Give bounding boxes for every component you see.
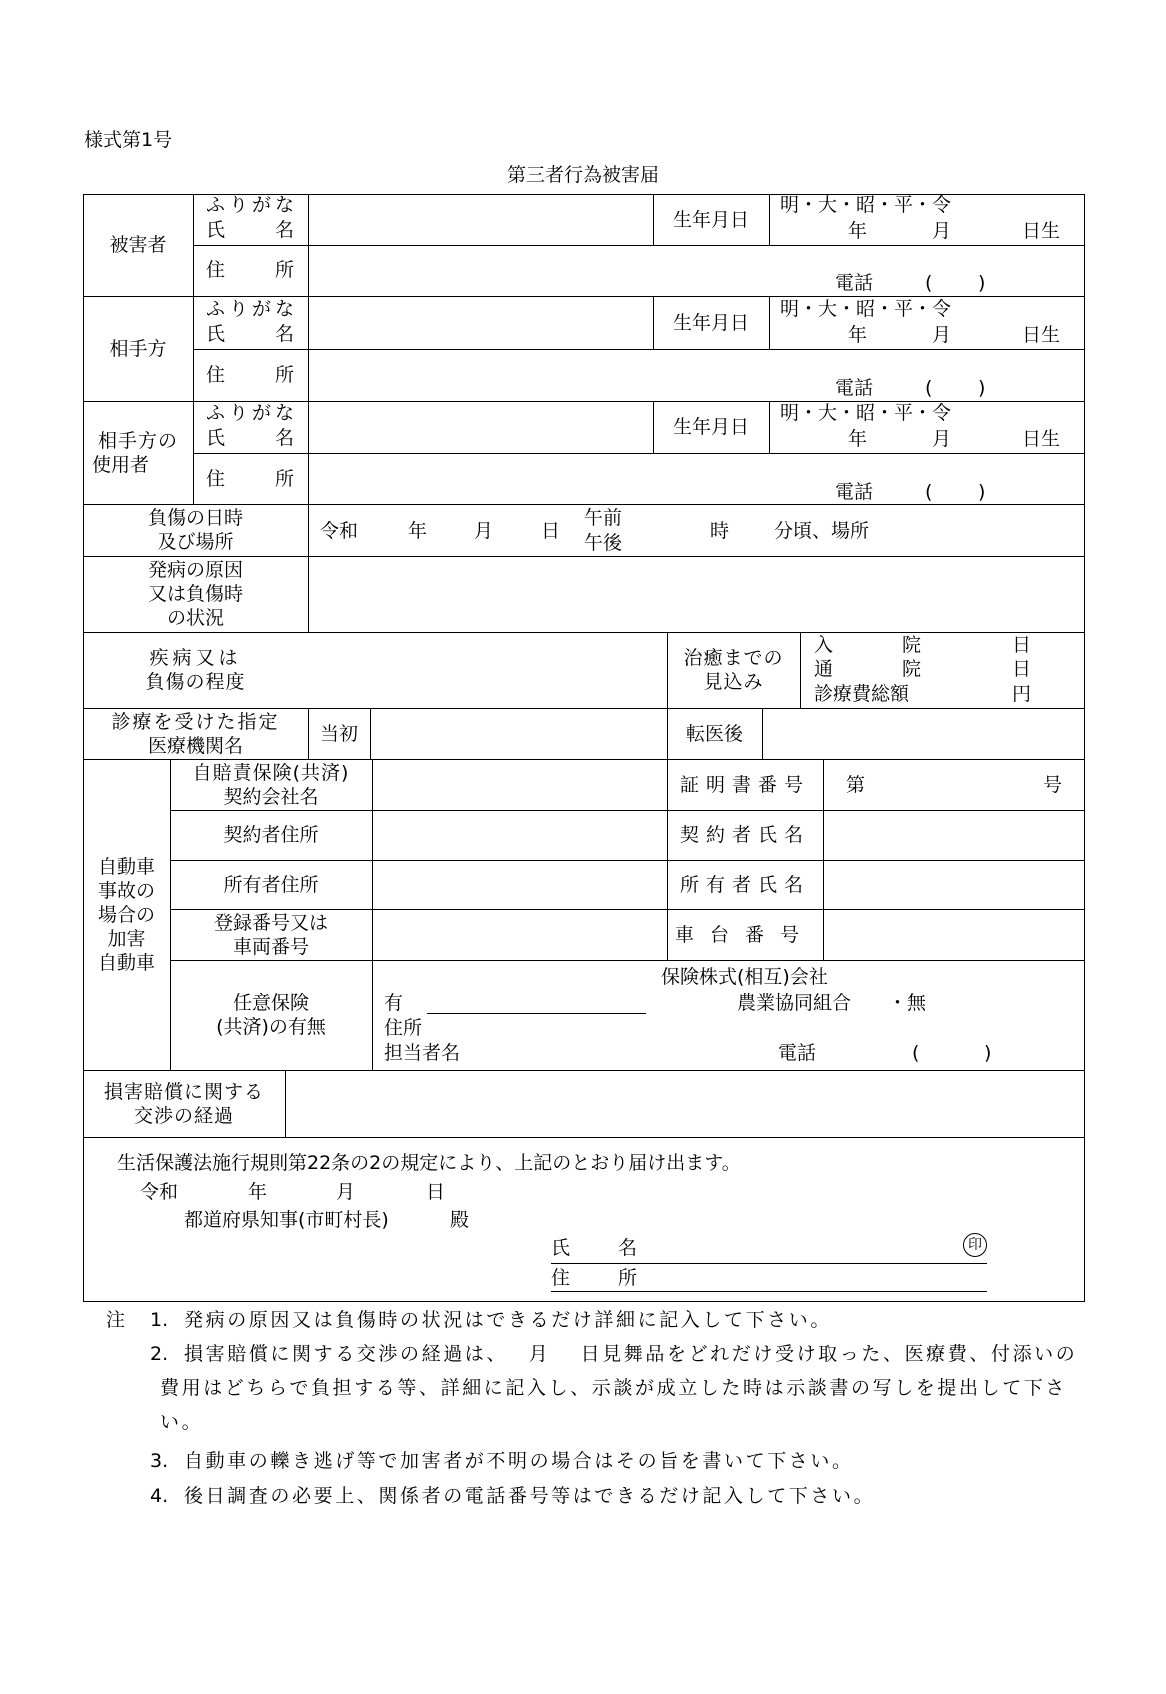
insurance-yes-option[interactable]: 有 xyxy=(384,992,404,1014)
label-line: 契約会社名 xyxy=(223,785,319,808)
name-label: 氏名 xyxy=(206,219,294,241)
owner-address-field[interactable] xyxy=(374,862,665,907)
label-line: 疾病又は xyxy=(149,647,242,669)
damages-label xyxy=(83,1070,285,1137)
day-label: 日 xyxy=(541,520,561,542)
label-line: の状況 xyxy=(166,607,224,629)
insurance-company-underline[interactable] xyxy=(427,1013,646,1014)
phone-label: 電話 xyxy=(778,1042,817,1064)
yen-unit: 円 xyxy=(1012,683,1032,705)
label-line: 見込み xyxy=(703,671,764,693)
notes-prefix: 注 xyxy=(106,1309,126,1331)
label-line: 治癒までの xyxy=(683,647,784,669)
label-line: 加害 xyxy=(107,927,146,950)
label-line: 事故の xyxy=(97,879,155,902)
total-cost-label: 診療費総額 xyxy=(814,683,910,705)
employer-label xyxy=(83,401,193,504)
address-label: 住所 xyxy=(206,364,294,386)
month-label: 月 xyxy=(932,324,952,346)
year-label: 年 xyxy=(848,324,868,346)
address-label: 住所 xyxy=(206,259,294,281)
note-text: 損害賠償に関する交渉の経過は、 月 日見舞品をどれだけ受け取った、医療費、付添いの xyxy=(184,1343,1078,1365)
registration-field[interactable] xyxy=(374,911,665,958)
inpatient-days-unit: 日 xyxy=(1012,634,1032,656)
applicant-name-label-2: 名 xyxy=(618,1237,638,1259)
certificate-prefix: 第 xyxy=(846,774,866,796)
date-era: 令和 xyxy=(140,1181,179,1203)
month-label: 月 xyxy=(932,428,952,450)
day-born-label: 日生 xyxy=(1022,220,1061,242)
note-text: 費用はどちらで負担する等、詳細に記入し、示談が成立した時は示談書の写しを提出して下さ xyxy=(160,1377,1068,1399)
applicant-address-field[interactable] xyxy=(551,1291,987,1292)
label-line: 医療機関名 xyxy=(147,734,243,757)
birthdate-label: 生年月日 xyxy=(672,311,749,334)
pm-option[interactable]: 午後 xyxy=(584,532,623,554)
phone-paren-close: ) xyxy=(978,377,986,399)
contractor-address-label: 契約者住所 xyxy=(223,824,319,846)
furigana-label: ふりがな xyxy=(206,298,294,320)
severity-field[interactable] xyxy=(310,634,665,706)
chassis-number-field[interactable] xyxy=(825,911,1082,958)
year-label: 年 xyxy=(848,428,868,450)
note-number: 1. xyxy=(150,1309,169,1331)
label-line: 負傷の程度 xyxy=(145,671,246,693)
phone-label: 電話 xyxy=(835,481,874,503)
victim-name-field[interactable] xyxy=(310,196,651,243)
transfer-hospital-field[interactable] xyxy=(764,710,1082,757)
label-line: 又は負傷時 xyxy=(147,583,243,605)
optional-insurance-label xyxy=(170,960,372,1070)
label-line: 登録番号又は xyxy=(213,911,328,934)
address-label: 住所 xyxy=(206,468,294,490)
note-text: 自動車の轢き逃げ等で加害者が不明の場合はその旨を書いて下さい。 xyxy=(184,1450,854,1472)
date-year: 年 xyxy=(248,1181,268,1203)
counterparty-address-field[interactable] xyxy=(310,351,1082,381)
label-line: 相手方の xyxy=(97,429,178,452)
insurer-address-label: 住所 xyxy=(384,1017,423,1039)
era-label: 令和 xyxy=(320,520,359,542)
label-line: 発病の原因 xyxy=(147,559,243,581)
phone-label: 電話 xyxy=(835,377,874,399)
day-born-label: 日生 xyxy=(1022,428,1061,450)
label-line: 及び場所 xyxy=(157,531,234,553)
certificate-suffix: 号 xyxy=(1043,774,1063,796)
insurer-label xyxy=(170,759,372,810)
label-line: 交渉の経過 xyxy=(133,1104,234,1127)
chassis-number-label: 車台番号 xyxy=(674,923,815,946)
insurance-no-option[interactable]: ・無 xyxy=(888,992,927,1014)
registration-label xyxy=(170,909,372,960)
applicant-name-field[interactable] xyxy=(551,1263,987,1264)
cause-field[interactable] xyxy=(310,558,1082,630)
initial-hospital-field[interactable] xyxy=(372,710,665,757)
phone-paren-open: ( xyxy=(925,272,933,294)
era-options[interactable]: 明・大・昭・平・令 xyxy=(780,298,952,320)
employer-name-field[interactable] xyxy=(310,403,651,451)
note-number: 4. xyxy=(150,1485,169,1507)
phone-paren-close: ) xyxy=(978,481,986,503)
phone-label: 電話 xyxy=(835,272,874,294)
owner-address-label: 所有者住所 xyxy=(223,873,319,896)
victim-address-field[interactable] xyxy=(310,247,1082,277)
label-line: 自賠責保険(共済) xyxy=(192,761,350,784)
era-options[interactable]: 明・大・昭・平・令 xyxy=(780,194,952,216)
injury-label xyxy=(83,504,308,556)
label-line: 損害賠償に関する xyxy=(103,1080,264,1103)
outpatient-label-2: 院 xyxy=(902,658,922,680)
seal-icon: 印 xyxy=(963,1233,987,1257)
honorific: 殿 xyxy=(450,1209,470,1231)
inpatient-label-2: 院 xyxy=(902,634,922,656)
date-month: 月 xyxy=(336,1181,356,1203)
name-label: 氏名 xyxy=(206,427,294,449)
am-option[interactable]: 午前 xyxy=(584,507,623,529)
contractor-name-label: 契約者氏名 xyxy=(679,824,810,846)
label-line: 診療を受けた指定 xyxy=(111,710,280,733)
day-born-label: 日生 xyxy=(1022,324,1061,346)
contact-person-label: 担当者名 xyxy=(384,1042,461,1064)
phone-paren-open: ( xyxy=(925,481,933,503)
phone-paren-open: ( xyxy=(912,1042,920,1064)
era-options[interactable]: 明・大・昭・平・令 xyxy=(780,402,952,424)
declaration-statement: 生活保護法施行規則第22条の2の規定により、上記のとおり届け出ます。 xyxy=(117,1152,741,1174)
page-title: 第三者行為被害届 xyxy=(506,164,659,186)
label-line: 場合の xyxy=(97,903,155,926)
form-number: 様式第1号 xyxy=(84,129,173,151)
phone-paren-close: ) xyxy=(984,1042,992,1064)
month-label: 月 xyxy=(932,220,952,242)
counterparty-label: 相手方 xyxy=(109,337,167,360)
contractor-name-field[interactable] xyxy=(825,812,1082,858)
owner-name-label: 所有者氏名 xyxy=(679,873,810,896)
label-line: 任意保険 xyxy=(232,992,309,1014)
year-label: 年 xyxy=(848,220,868,242)
note-text: 後日調査の必要上、関係者の電話番号等はできるだけ記入して下さい。 xyxy=(184,1485,876,1507)
hour-label: 時 xyxy=(710,520,730,542)
victim-label: 被害者 xyxy=(109,234,167,256)
furigana-label: ふりがな xyxy=(206,194,294,216)
addressee: 都道府県知事(市町村長) xyxy=(184,1209,389,1231)
inpatient-label: 入 xyxy=(814,634,834,656)
label-line: 負傷の日時 xyxy=(147,507,243,529)
insurance-company-label: 保険株式(相互)会社 xyxy=(661,966,828,988)
counterparty-name-field[interactable] xyxy=(310,298,651,347)
label-line: 車両番号 xyxy=(232,935,309,958)
month-label: 月 xyxy=(474,520,494,542)
birthdate-label: 生年月日 xyxy=(672,416,749,438)
recovery-outlook-label xyxy=(667,632,800,708)
initial-hospital-label: 当初 xyxy=(319,722,358,745)
auto-accident-label xyxy=(83,759,170,1070)
applicant-address-label: 住 xyxy=(551,1267,571,1289)
phone-paren-close: ) xyxy=(978,272,986,294)
coop-label: 農業協同組合 xyxy=(737,992,852,1014)
outpatient-label: 通 xyxy=(814,658,834,680)
note-text: い。 xyxy=(160,1411,204,1433)
name-label: 氏名 xyxy=(206,323,294,345)
phone-paren-open: ( xyxy=(925,377,933,399)
transfer-hospital-label: 転医後 xyxy=(685,722,743,745)
severity-label xyxy=(83,632,308,708)
furigana-label: ふりがな xyxy=(206,402,294,424)
minute-place-label: 分頃、場所 xyxy=(774,520,870,542)
birthdate-label: 生年月日 xyxy=(672,208,749,231)
date-day: 日 xyxy=(426,1181,446,1203)
label-line: (共済)の有無 xyxy=(216,1016,326,1038)
outpatient-days-unit: 日 xyxy=(1012,658,1032,680)
owner-name-field[interactable] xyxy=(825,862,1082,907)
label-line: 使用者 xyxy=(92,453,150,476)
label-line: 自動車 xyxy=(97,855,155,878)
year-label: 年 xyxy=(408,520,428,542)
insurer-field[interactable] xyxy=(374,761,665,808)
hospital-label xyxy=(83,708,308,759)
contractor-address-field[interactable] xyxy=(374,812,665,858)
certificate-number-label: 証明書番号 xyxy=(679,773,810,796)
damages-field[interactable] xyxy=(287,1072,1082,1135)
note-text: 発病の原因又は負傷時の状況はできるだけ詳細に記入して下さい。 xyxy=(184,1309,833,1331)
label-line: 自動車 xyxy=(97,951,155,974)
employer-address-field[interactable] xyxy=(310,455,1082,485)
applicant-name-label: 氏 xyxy=(551,1237,571,1259)
note-number: 3. xyxy=(150,1450,169,1472)
cause-label xyxy=(83,556,308,632)
applicant-address-label-2: 所 xyxy=(618,1267,638,1289)
note-number: 2. xyxy=(150,1343,169,1365)
